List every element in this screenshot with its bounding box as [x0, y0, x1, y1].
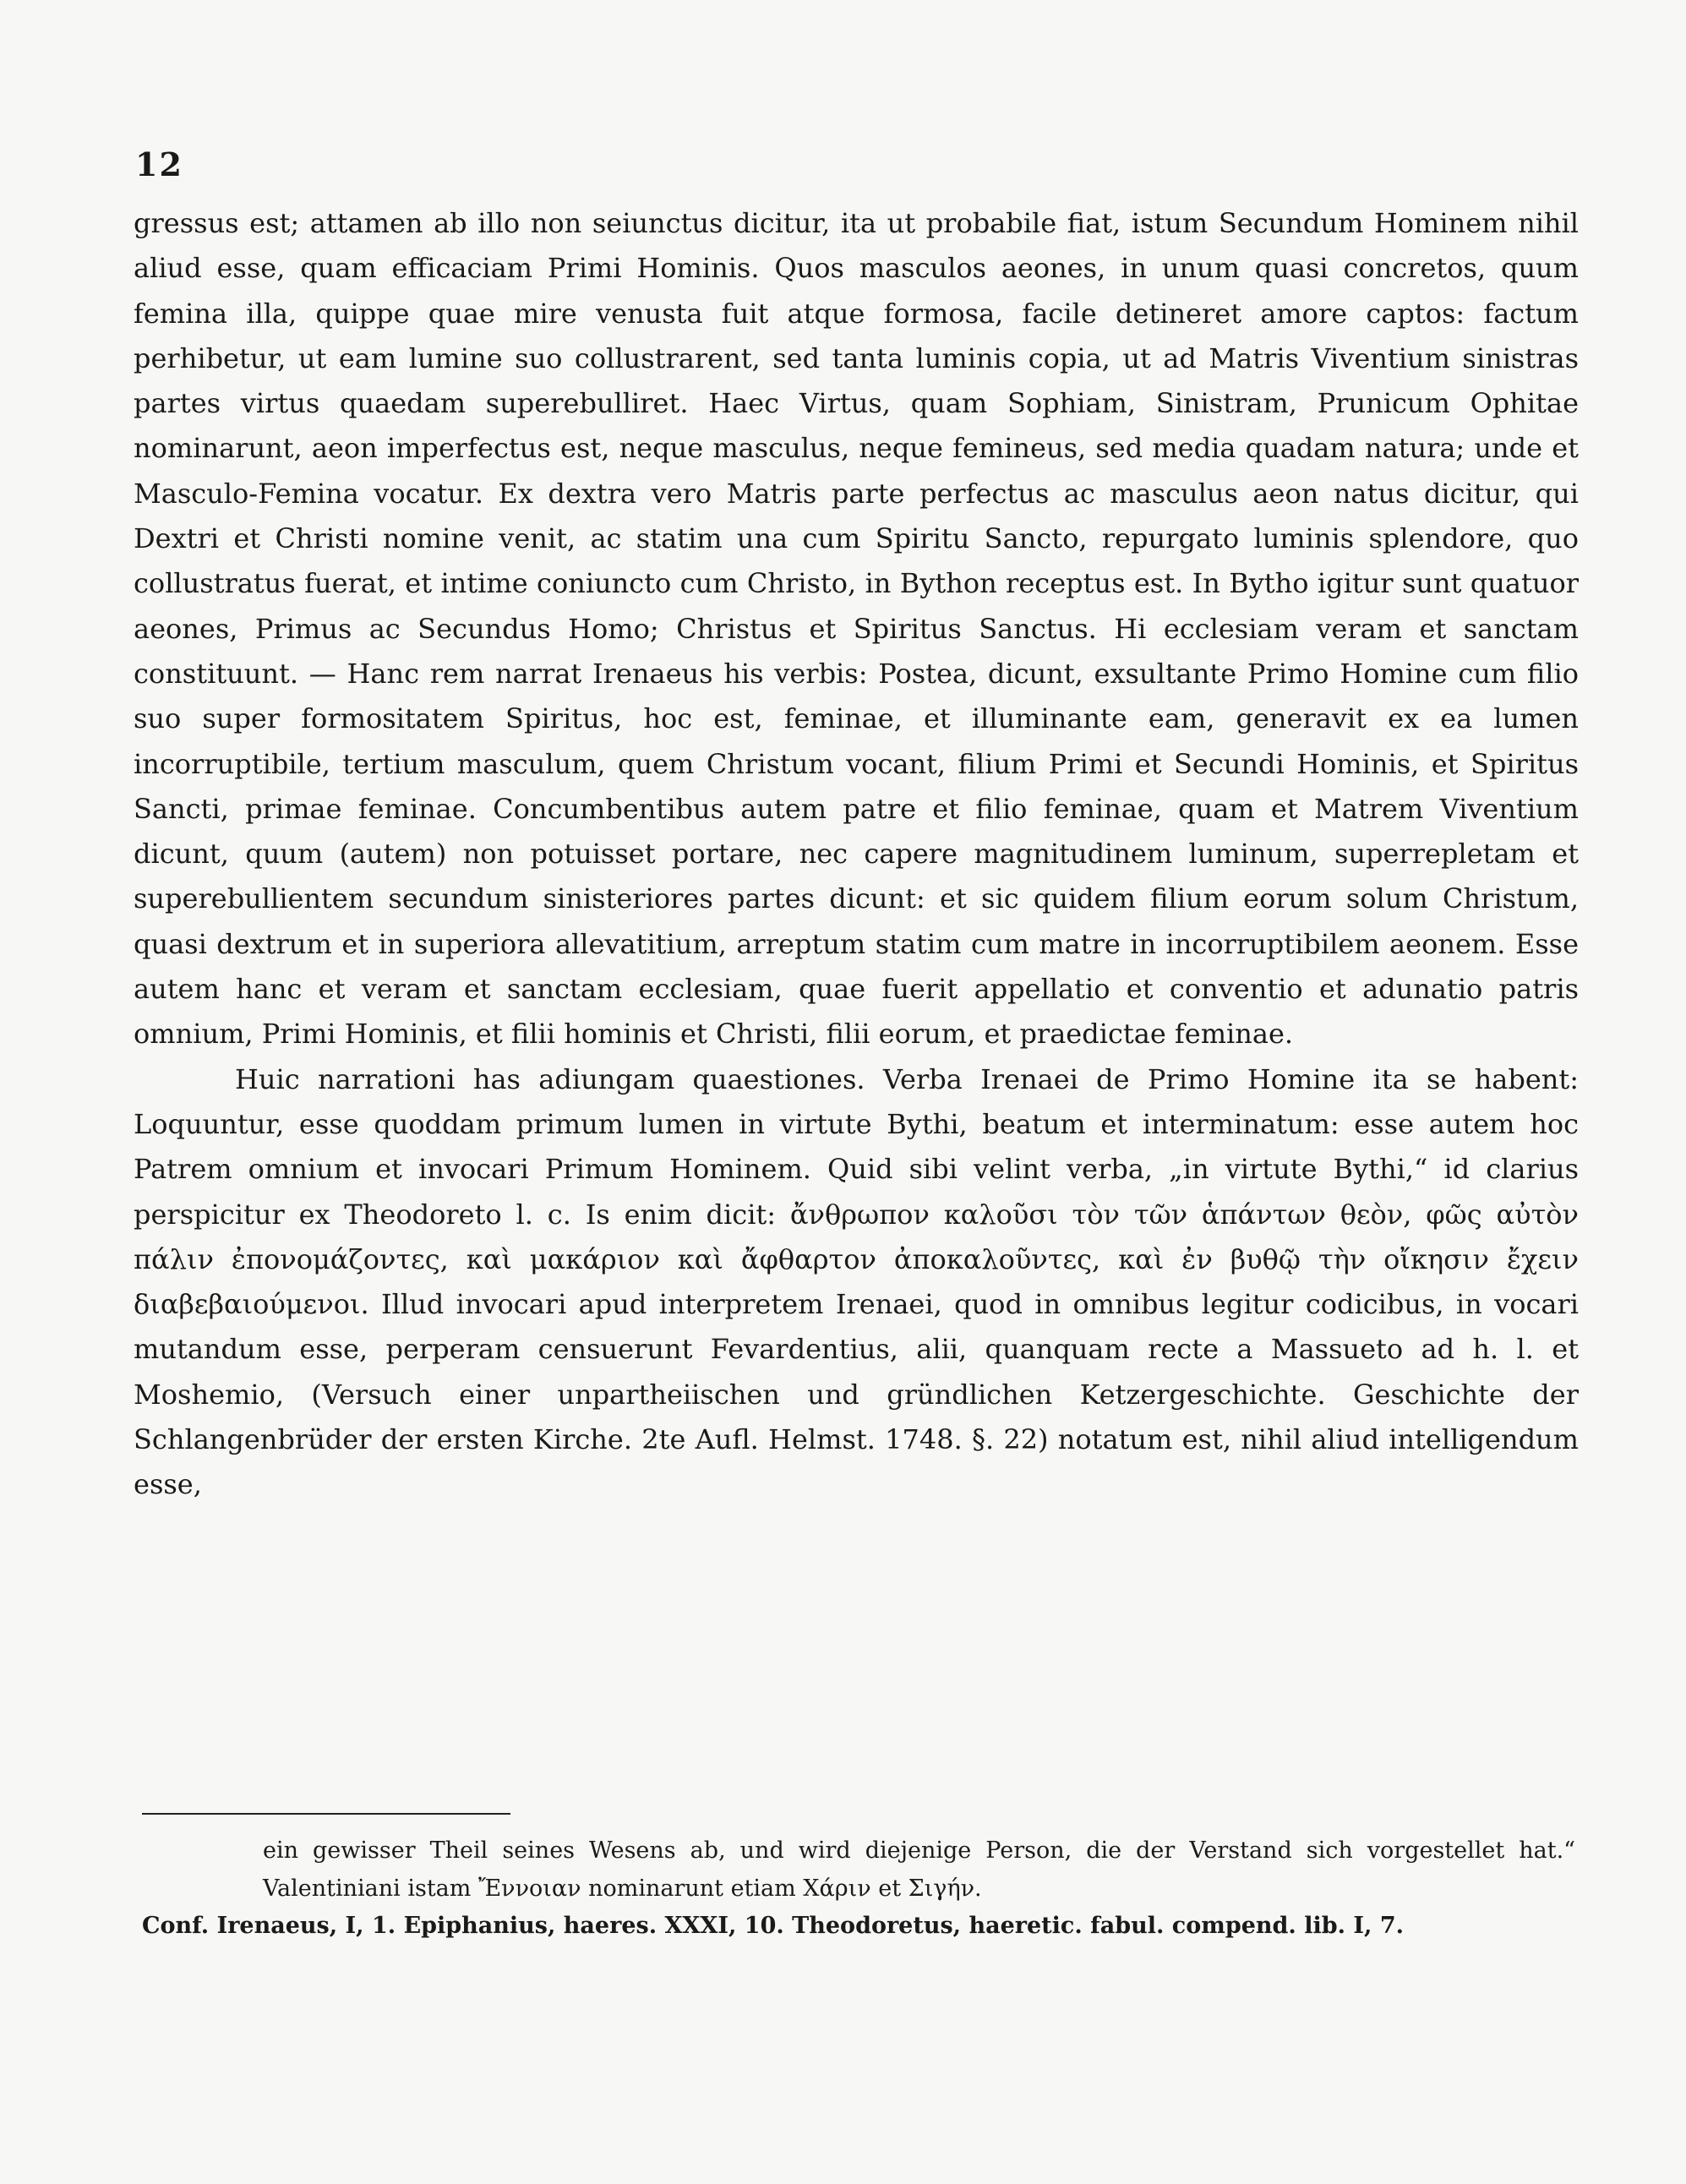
footnote-line-2: Conf. Irenaeus, I, 1. Epiphanius, haeres. XXXI, 10. Theodoretus, haeretic. fabul. compend. lib. I, 7. [142, 1913, 1405, 1939]
paragraph-2: Huic narrationi has adiungam quaestiones. Verba Irenaei de Primo Homine ita se habent: Loquuntur, esse quoddam primum lumen in virtute Bythi, beatum et interminatum: esse autem hoc Patrem omnium et invocari Primum Hominem. Quid sibi velint verba, „in virtute Bythi,“ id clarius perspicitur ex Theodoreto l. c. Is enim dicit: ἄνθρωπον καλοῦσι τὸν τῶν ἁπάντων θεὸν, φῶς αὐτὸν πάλιν ἐπονομάζοντες, καὶ μακάριον καὶ ἄφθαρτον ἀποκαλοῦντες, καὶ ἐν βυθῷ τὴν οἴκησιν ἔχειν διαβεβαιούμενοι. Illud invocari apud interpretem Irenaei, quod in omnibus legitur codicibus, in vocari mutandum esse, perperam censuerunt Fevardentius, alii, quanquam recte a Massueto ad h. l. et Moshemio, (Versuch einer unpartheiischen und gründlichen Ketzergeschichte. Geschichte der Schlangenbrüder der ersten Kirche. 2te Aufl. Helmst. 1748. §. 22) notatum est, nihil aliud intelligendum esse, [134, 1062, 1579, 1501]
footnote-line-1: ein gewisser Theil seines Wesens ab, und wird diejenige Person, die der Verstand sich vorgestellet hat.“ Valentiniani istam Ἔννοιαν nominarunt etiam Χάριν et Σιγήν. [263, 1837, 1575, 1902]
main-text [134, 201, 1579, 1508]
page-number: 12 [135, 145, 183, 183]
paragraph-1: gressus est; attamen ab illo non seiunctus dicitur, ita ut probabile fiat, istum Secundum Hominem nihil aliud esse, quam efficaciam Primi Hominis. Quos masculos aeones, in unum quasi concretos, quum femina illa, quippe quae mire venusta fuit atque formosa, facile detineret amore captos: factum perhibetur, ut eam lumine suo collustrarent, sed tanta luminis copia, ut ad Matris Viventium sinistras partes virtus quaedam superebulliret. Haec Virtus, quam Sophiam, Sinistram, Prunicum Ophitae nominarunt, aeon imperfectus est, neque masculus, neque femineus, sed media quadam natura; unde et Masculo-Femina vocatur. Ex dextra vero Matris parte perfectus ac masculus aeon natus dicitur, qui Dextri et Christi nomine venit, ac statim una cum Spiritu Sancto, repurgato luminis splendore, quo collustratus fuerat, et intime coniuncto cum Christo, in Bython receptus est. In Bytho igitur sunt quatuor aeones, Primus ac Secundus Homo; Christus et Spiritus Sanctus. Hi ecclesiam veram et sanctam constituunt. — Hanc rem narrat Irenaeus his verbis: Postea, dicunt, exsultante Primo Homine cum filio suo super formositatem Spiritus, hoc est, feminae, et illuminante eam, generavit ex ea lumen incorruptibile, tertium masculum, quem Christum vocant, filium Primi et Secundi Hominis, et Spiritus Sancti, primae feminae. Concumbentibus autem patre et filio feminae, quam et Matrem Viventium dicunt, quum (autem) non potuisset portare, nec capere magnitudinem luminum, superrepletam et superebullientem secundum sinisteriores partes dicunt: et sic quidem filium eorum solum Christum, quasi dextrum et in superiora allevatitium, arreptum statim cum matre in incorruptibilem aeonem. Esse autem hanc et veram et sanctam ecclesiam, quae fuerit appellatio et conventio et adunatio patris omnium, Primi Hominis, et filii hominis et Christi, filii eorum, et praedictae feminae. [134, 207, 1579, 1051]
footnote [142, 1832, 1575, 1946]
footnote-separator [142, 1813, 510, 1815]
